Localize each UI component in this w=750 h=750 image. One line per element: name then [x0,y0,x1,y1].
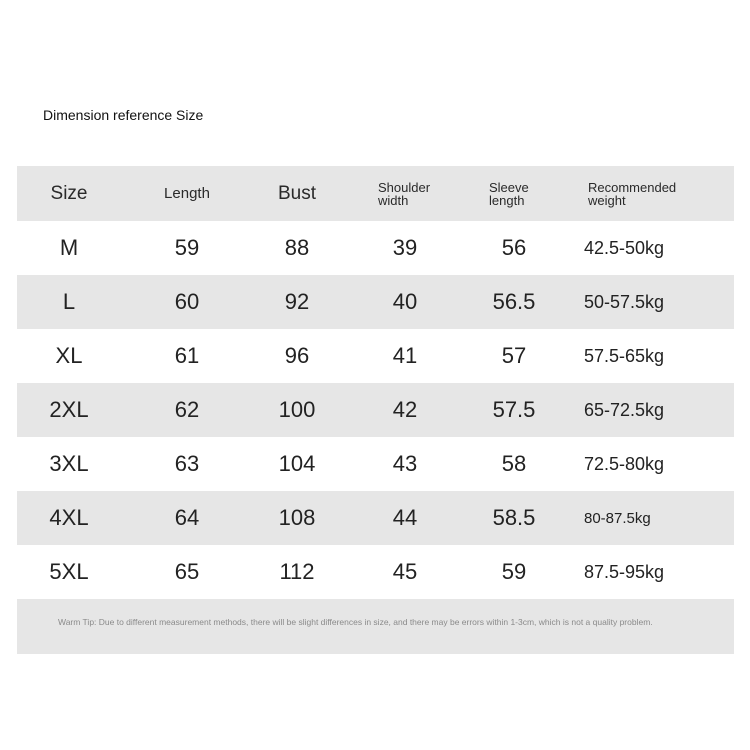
cell-shoulder-width: 44 [392,505,418,530]
cell-recommended-weight: 50-57.5kg [584,291,665,312]
cell-shoulder-width: 40 [392,289,418,314]
table-row [17,329,734,383]
cell-length: 59 [174,235,200,260]
cell-sleeve-length: 58.5 [492,505,536,530]
header-sleeve-length: Sleeve length [489,180,529,208]
warm-tip-text: Warm Tip: Due to different measurement methods, there will be slight differences in size, and there may be errors within 1-3cm, which is not a quality problem. [58,617,653,627]
cell-sleeve-length: 57.5 [492,397,536,422]
cell-bust: 100 [278,397,316,422]
table-row [17,545,734,599]
cell-recommended-weight: 42.5-50kg [584,237,665,258]
cell-size: 2XL [49,397,89,422]
cell-shoulder-width: 42 [392,397,418,422]
table-row [17,491,734,545]
cell-bust: 108 [278,505,316,530]
cell-recommended-weight: 57.5-65kg [584,345,665,366]
header-bust: Bust [277,182,317,204]
cell-length: 63 [174,451,200,476]
cell-shoulder-width: 39 [392,235,418,260]
cell-size: XL [55,343,83,368]
cell-size: 4XL [49,505,89,530]
size-chart-table [17,166,734,654]
cell-bust: 96 [284,343,310,368]
header-length: Length [164,185,210,202]
header-shoulder-width: Shoulder width [378,180,431,208]
table-row [17,437,734,491]
cell-sleeve-length: 56.5 [492,289,536,314]
cell-length: 64 [174,505,200,530]
cell-length: 61 [174,343,200,368]
cell-sleeve-length: 59 [501,559,527,584]
cell-shoulder-width: 43 [392,451,418,476]
page-title: Dimension reference Size [43,107,204,123]
cell-size: L [62,289,76,314]
cell-sleeve-length: 56 [501,235,527,260]
cell-size: M [59,235,79,260]
cell-recommended-weight: 87.5-95kg [584,561,665,582]
cell-shoulder-width: 41 [392,343,418,368]
cell-size: 5XL [49,559,89,584]
table-header-row [17,166,734,221]
cell-sleeve-length: 58 [501,451,527,476]
cell-recommended-weight: 72.5-80kg [584,453,665,474]
warm-tip-box [17,599,734,654]
cell-length: 60 [174,289,200,314]
table-row [17,221,734,275]
cell-length: 62 [174,397,200,422]
header-size: Size [50,182,88,204]
cell-size: 3XL [49,451,89,476]
cell-sleeve-length: 57 [501,343,527,368]
cell-recommended-weight: 65-72.5kg [584,399,665,420]
cell-bust: 104 [278,451,316,476]
table-row [17,383,734,437]
header-recommended-weight: Recommended weight [588,180,677,208]
cell-recommended-weight: 80-87.5kg [584,509,651,527]
cell-bust: 88 [284,235,310,260]
cell-bust: 92 [284,289,310,314]
cell-bust: 112 [279,559,315,584]
table-row [17,275,734,329]
cell-shoulder-width: 45 [392,559,418,584]
cell-length: 65 [174,559,200,584]
